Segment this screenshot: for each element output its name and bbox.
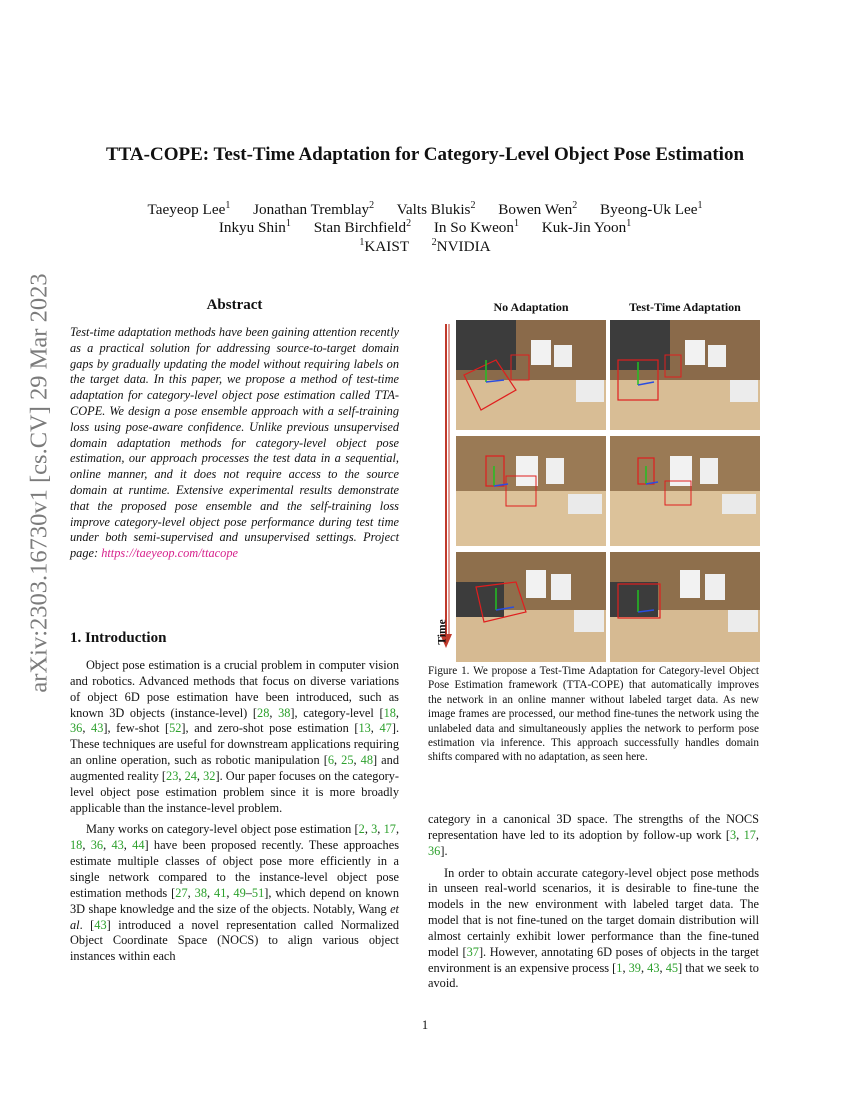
citation-link[interactable]: 48 — [360, 753, 373, 768]
introduction-paragraph-1: Object pose estimation is a crucial problem in computer vision and robotics. Advanced methods that focus on diverse variations of object 6D pose estimation have been introduced, such as known 3D objects (instance-level) [28, 38], category-level [18, 36, 43], few-shot [52], and zero-shot pose estimation [13, 47]. These techniques are useful for downstream applications requiring an online operation, such as robotic manipulation [6, 25, 48] and augmented reality [23, 24, 32]. Our paper focuses on the category-level object pose estimation problem since it is more broadly applicable than the instance-level problem. — [70, 658, 400, 815]
citation-link[interactable]: 24 — [184, 768, 197, 783]
figure-1-caption: Figure 1. We propose a Test-Time Adaptation for Category-level Object Pose Estimation framework (TTA-COPE) that automatically improves the network in an online manner without labeled target data. As new image frames are processed, our method fine-tunes the network using the unlabeled data and simultaneously applies the network to perform pose estimation via inference. This approach successfully handles domain shifts compared with no adaptation, as seen here. — [428, 665, 759, 764]
figure-label-no-adaptation: No Adaptation — [493, 300, 569, 314]
right-column-body — [428, 812, 759, 992]
right-column-paragraph-2: In order to obtain accurate category-level object pose methods in unseen real-world scenarios, it is desirable to fine-tune the models in the new environment with labeled target data. The model that is not fine-tuned on the target domain distribution will almost certainly exhibit lower performance than the fine-tuned model [37]. However, annotating 6D poses of objects in the target environment is an expensive process [1, 39, 43, 45] that we seek to avoid. — [428, 865, 759, 991]
citation-link[interactable]: 18 — [70, 838, 83, 853]
citation-link[interactable]: 18 — [383, 705, 396, 720]
frame-test-time-adaptation-1 — [610, 320, 760, 430]
affiliation: $^2$NVIDIA — [431, 237, 491, 256]
introduction-paragraph-2: Many works on category-level object pose estimation [2, 3, 17, 18, 36, 43, 44] have been proposed recently. These approaches estimate multiple classes of object pose more efficiently in a single network compared to the instance-level object pose estimation methods [27, 38, 41, 49–51], which depend on known 3D shape knowledge and the size of the objects. Notably, Wang et al. [43] introduced a novel representation called Normalized Object Coordinate Space (NOCS) to align various object instances within each — [70, 822, 400, 964]
time-label-text: Time — [437, 619, 449, 645]
paper-title: TTA-COPE: Test-Time Adaptation for Category-Level Object Pose Estimation — [105, 144, 745, 165]
author-name: Inkyu Shin$^1$ — [218, 218, 291, 237]
introduction-body — [70, 658, 399, 965]
frame-no-adaptation-3 — [456, 552, 606, 662]
citation-link[interactable]: 51 — [251, 885, 265, 900]
affiliation-list — [0, 237, 850, 256]
citation-link[interactable]: 32 — [203, 768, 216, 783]
project-page-link[interactable]: https://taeyeop.com/ttacope — [101, 546, 238, 561]
frame-test-time-adaptation-2 — [610, 436, 760, 546]
frame-test-time-adaptation-3 — [610, 552, 760, 662]
citation-link[interactable]: 49 — [233, 885, 246, 900]
time-arrow — [437, 320, 455, 650]
citation-link[interactable]: 6 — [327, 753, 334, 768]
citation-link[interactable]: 36 — [90, 838, 104, 853]
citation-link[interactable]: 43 — [647, 960, 660, 975]
abstract-body — [70, 325, 399, 562]
citation-link[interactable]: 27 — [175, 885, 188, 900]
arxiv-identifier — [6, 273, 74, 693]
citation-link[interactable]: 39 — [628, 960, 641, 975]
citation-link[interactable]: 13 — [358, 721, 371, 736]
citation-link[interactable]: 52 — [169, 721, 182, 736]
citation-link[interactable]: 43 — [94, 917, 107, 932]
citation-link[interactable]: 2 — [358, 822, 365, 837]
citation-link[interactable]: 43 — [91, 721, 104, 736]
author-name: Valts Blukis$^2$ — [396, 200, 476, 219]
citation-link[interactable]: 25 — [341, 753, 354, 768]
author-list-line-2 — [0, 218, 850, 237]
citation-link[interactable]: 28 — [257, 705, 270, 720]
figure-label-test-time-adaptation: Test-Time Adaptation — [629, 300, 741, 314]
citation-link[interactable]: 41 — [214, 885, 227, 900]
citation-link[interactable]: 38 — [278, 705, 291, 720]
arxiv-identifier-text: arXiv:2303.16730v1 [cs.CV] 29 Mar 2023 — [26, 273, 54, 693]
time-axis-label — [428, 612, 458, 652]
author-name: Taeyeop Lee$^1$ — [147, 200, 231, 219]
author-name: Kuk-Jin Yoon$^1$ — [541, 218, 632, 237]
citation-link[interactable]: 3 — [371, 822, 378, 837]
frame-no-adaptation-1 — [456, 320, 606, 430]
citation-link[interactable]: 36 — [70, 721, 83, 736]
author-name: Byeong-Uk Lee$^1$ — [600, 200, 703, 219]
author-name: In So Kweon$^1$ — [433, 218, 519, 237]
frame-no-adaptation-2 — [456, 436, 606, 546]
right-column-paragraph-1: category in a canonical 3D space. The strengths of the NOCS representation have led to its adoption by follow-up work [3, 17, 36]. — [428, 812, 759, 858]
page-number: 1 — [421, 1018, 429, 1032]
citation-link[interactable]: 1 — [616, 960, 623, 975]
citation-link[interactable]: 45 — [665, 960, 679, 975]
citation-link[interactable]: 17 — [383, 822, 396, 837]
author-name: Bowen Wen$^2$ — [498, 200, 578, 219]
author-list-line-1 — [0, 200, 850, 219]
citation-link[interactable]: 38 — [194, 885, 207, 900]
citation-link[interactable]: 37 — [466, 944, 479, 959]
author-name: Jonathan Tremblay$^2$ — [253, 200, 375, 219]
citation-link[interactable]: 36 — [428, 843, 441, 858]
citation-link[interactable]: 43 — [111, 838, 124, 853]
introduction-heading: 1. Introduction — [70, 630, 167, 646]
citation-link[interactable]: 3 — [730, 827, 737, 842]
affiliation: $^1$KAIST — [359, 237, 409, 256]
citation-link[interactable]: 44 — [132, 838, 145, 853]
abstract-text: Test-time adaptation methods have been gaining attention recently as a practical solution for addressing source-to-target domain gaps by gradually updating the model without requiring labels on the target data. In this paper, we propose a method of test-time adaptation for category-level object pose estimation called TTA-COPE. We design a pose ensemble approach with a self-training loss using pose-aware confidence. Unlike previous unsupervised domain adaptation methods for category-level object pose estimation, our approach processes the test data in a sequential, online manner, and it does not require access to the source domain at runtime. Extensive experimental results demonstrate that the proposed pose ensemble and the self-training loss improve category-level object pose performance during test time under both semi-supervised and unsupervised settings. Project page: — [70, 325, 399, 561]
abstract-heading: Abstract — [206, 297, 263, 313]
author-name: Stan Birchfield$^2$ — [313, 218, 412, 237]
citation-link[interactable]: 23 — [166, 768, 179, 783]
citation-link[interactable]: 17 — [743, 827, 756, 842]
citation-link[interactable]: 47 — [379, 721, 392, 736]
